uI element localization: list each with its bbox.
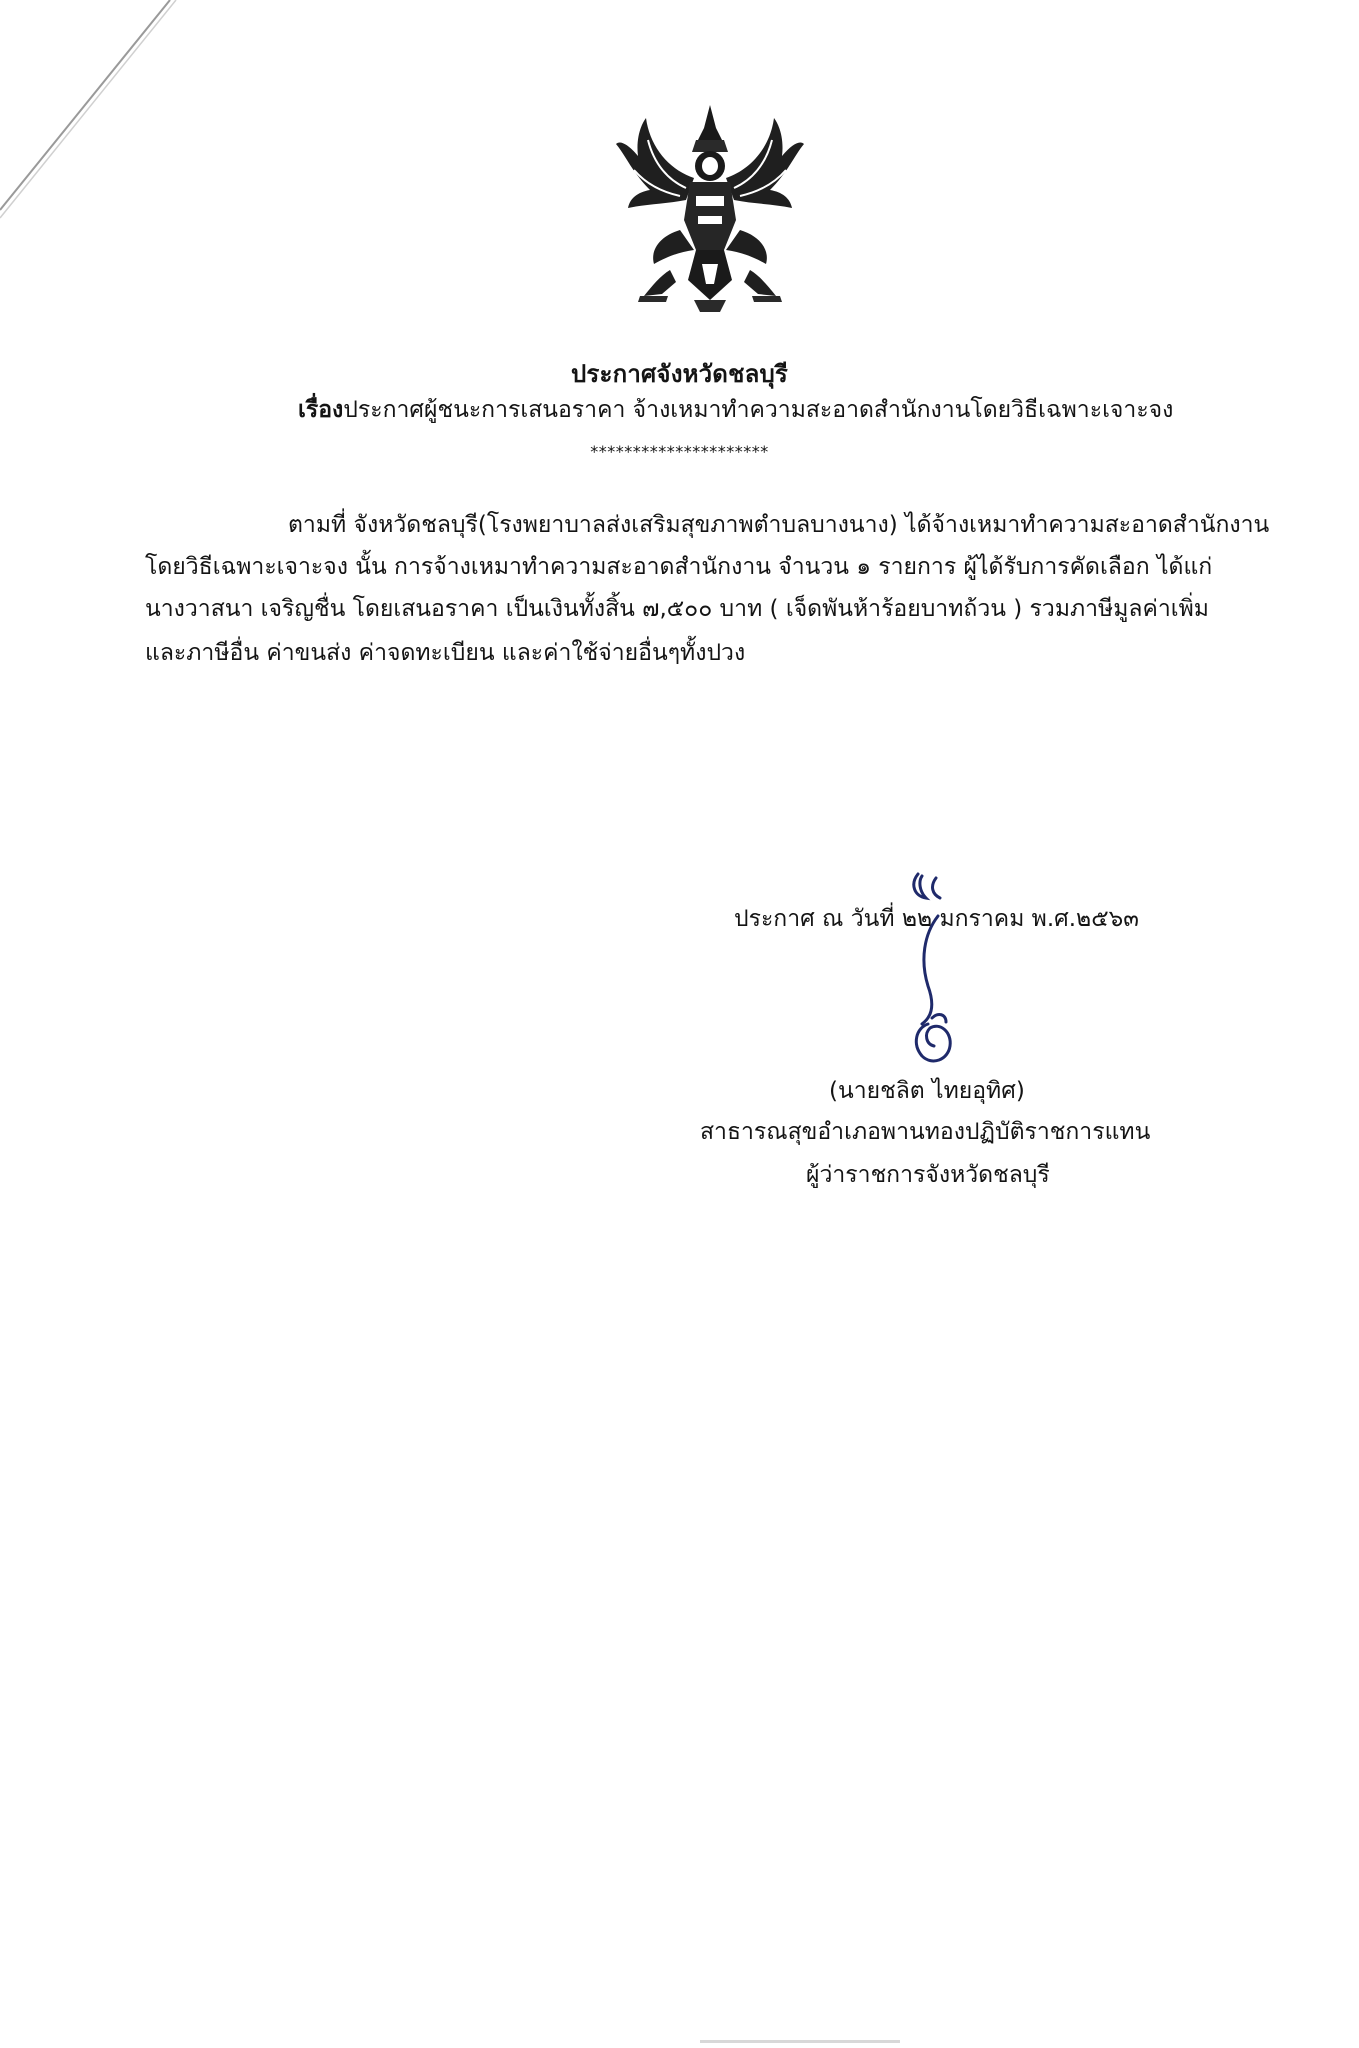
handwritten-signature — [880, 868, 1000, 1068]
scan-bottom-edge — [700, 2040, 900, 2043]
body-line-1: ตามที่ จังหวัดชลบุรี(โรงพยาบาลส่งเสริมสุขภาพตำบลบางนาง) ได้จ้างเหมาทำความสะอาดสำนักงาน — [288, 512, 1270, 538]
garuda-emblem-icon — [610, 100, 810, 315]
subject-label: เรื่อง — [298, 397, 344, 423]
subject-text: ประกาศผู้ชนะการเสนอราคา จ้างเหมาทำความสะอาดสำนักงานโดยวิธีเฉพาะเจาะจง — [343, 397, 1174, 423]
signer-position-line-1: สาธารณสุขอำเภอพานทองปฏิบัติราชการแทน — [700, 1119, 1151, 1145]
title-separator: ********************* — [590, 442, 769, 461]
announcement-date: ประกาศ ณ วันที่ ๒๒ มกราคม พ.ศ.๒๕๖๓ — [734, 906, 1139, 932]
body-line-2: โดยวิธีเฉพาะเจาะจง นั้น การจ้างเหมาทำความสะอาดสำนักงาน จำนวน ๑ รายการ ผู้ได้รับการคัดเลือก ได้แก่ — [145, 554, 1213, 580]
body-line-4: และภาษีอื่น ค่าขนส่ง ค่าจดทะเบียน และค่าใช้จ่ายอื่นๆทั้งปวง — [145, 640, 746, 666]
signer-name: (นายชลิต ไทยอุทิศ) — [829, 1078, 1025, 1104]
page-corner-fold — [0, 0, 200, 240]
document-subject — [298, 392, 1173, 428]
document-title: ประกาศจังหวัดชลบุรี — [570, 360, 789, 388]
signer-position-line-2: ผู้ว่าราชการจังหวัดชลบุรี — [806, 1162, 1050, 1188]
body-line-3: นางวาสนา เจริญชื่น โดยเสนอราคา เป็นเงินทั้งสิ้น ๗,๕๐๐ บาท ( เจ็ดพันห้าร้อยบาทถ้วน ) รวมภาษีมูลค่าเพิ่ม — [145, 596, 1209, 622]
